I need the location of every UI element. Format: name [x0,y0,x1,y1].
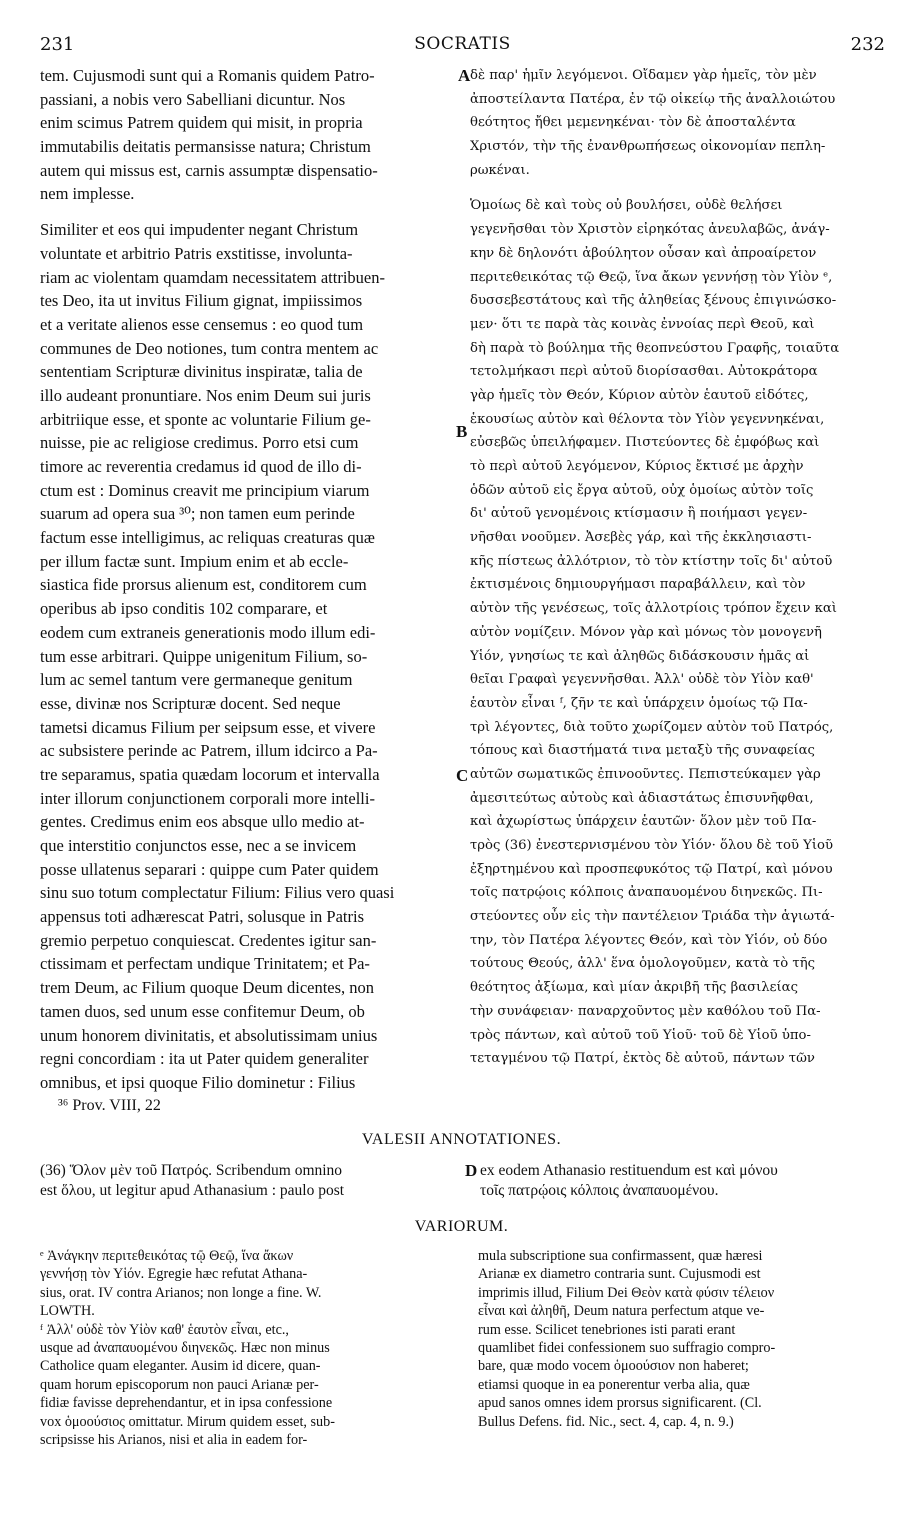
greek-text-line: ὁδῶν αὐτοῦ εἰς ἔργα αὐτοῦ, οὐχ ὁμοίως αὐτὸν τοῖς [470,482,814,498]
latin-text-line: tamen duos, sed unum esse confitemur Deum, ob [40,1001,365,1021]
greek-text-line: τὴν συνάφειαν· παναρχοῦντος μὲν καθόλου τοῦ Πα- [470,1003,821,1019]
latin-text-line: nem implesse. [40,184,135,204]
latin-text-line: nuisse, pie ac religiose credimus. Porro etsi cum [40,433,359,453]
latin-text-line: communes de Deo notiones, tum contra mentem ac [40,338,379,358]
greek-text-line: θεότητος ἤθει μεμενηκέναι· τὸν δὲ ἀποσταλέντα [470,115,796,131]
latin-text-line: gentes. Credimus enim eos absque ullo medio at- [40,812,365,832]
latin-text-line: voluntate et arbitrio Patris exstitisse, involunta- [40,243,353,263]
greek-text-line: τόπους καὶ διαστήματά τινα μεταξὺ τῆς συναφείας [470,743,815,759]
latin-text-line: siastica fide prorsus alienum est, conditorem cum [40,575,367,595]
latin-text-line: Similiter et eos qui impudenter negant Christum [40,220,359,240]
latin-text-line: tre separamus, spatia quædam locorum et intervalla [40,764,380,784]
variorum-text-line: γεννήσῃ τὸν Υἱόν. Egregie hæc refutat Athana- [40,1266,308,1283]
section-marker-d: D [465,1161,478,1180]
latin-text-line: trem Deum, ac Filium quoque Deum dicentes, non [40,978,375,998]
latin-text-line: esse, divinæ nos Scripturæ docent. Sed neque [40,693,341,713]
latin-text-line: riam ac violentam quamdam necessitatem attribuen- [40,267,385,287]
latin-text-line: illo audeant pronuntiare. Nos enim Deum sui juris [40,385,371,405]
greek-text-line: τοῖς πατρῴοις κόλποις ἀναπαυομένου διηνεκῶς. Πι- [470,885,823,901]
variorum-text-line: Catholice quam eleganter. Ausim id dicere, quan- [40,1358,321,1375]
greek-text-line: Υἱόν, γνησίως τε καὶ ἀληθῶς διδάσκουσιν ἡμᾶς αἱ [470,648,810,664]
greek-column [470,64,888,1071]
greek-text-line: θεότητος ἀξίωμα, καὶ μίαν ἀκριβῆ τῆς βασιλείας [470,980,798,996]
latin-text-line: factum esse intelligimus, ac reliquas creaturas quæ [40,528,375,548]
variorum-text-line: scripsisse his Arianos, nisi et alia in eadem for- [40,1431,308,1448]
greek-text-line: νῆσθαι νοοῦμεν. Ἀσεβὲς γάρ, καὶ τῆς ἐκκλησιαστι- [470,530,812,546]
greek-text-line: ρωκέναι. [470,162,530,178]
valesii-text-line: (36) Ὅλον μὲν τοῦ Πατρός. Scribendum omnino [40,1162,343,1179]
variorum-right-column [478,1247,893,1431]
variorum-text-line: fidiæ favisse deprehendantur, et in ipsa confessione [40,1395,333,1412]
section-marker-c: C [456,766,469,785]
latin-text-line: immutabilis deitatis permansisse natura; Christum [40,137,371,157]
valesii-title: VALESII ANNOTATIONES. [361,1131,562,1148]
greek-text-line: δι' αὐτοῦ γενομένοις κτίσμασιν ἢ ποιήμασι γεγεν- [470,506,808,522]
paragraph-gap [40,206,458,218]
variorum-text-line: ᶠ Ἀλλ' οὐδὲ τὸν Υἱὸν καθ' ἑαυτὸν εἶναι, etc., [40,1321,289,1338]
greek-text-line: ἀμεσιτεύτως αὐτοὺς καὶ ἀδιαστάτως ἐπισυνῆφθαι, [470,790,814,806]
variorum-text-line: etiamsi quoque in ea ponerentur verba alia, quæ [478,1376,750,1393]
greek-text-line: τρὶ λέγοντες, διὰ τοῦτο χωρίζομεν αὐτὸν τοῦ Πατρός, [470,719,834,735]
latin-text-line: timore ac reverentia credamus id quod de illo di- [40,457,362,476]
latin-text-line: ctum est : Dominus creavit me principium viarum [40,480,370,500]
greek-text-line: τετολμήκασι περὶ αὐτοῦ διορίσασθαι. Αὐτοκράτορα [470,364,818,380]
latin-text-line: tametsi dicamus Filium per seipsum esse, et vivere [40,717,376,737]
variorum-text-line: vox ὁμοούσιος omittatur. Mirum quidem esset, sub- [40,1413,335,1430]
greek-text-line: τὸ περὶ αὐτοῦ λεγόμενον, Κύριος ἔκτισέ με ἀρχὴν [470,459,804,474]
latin-text-line: sententiam Scripturæ divinitus inspiratæ, talia de [40,362,363,382]
greek-text-line: τρὸς πάντων, καὶ αὐτοῦ τοῦ Υἱοῦ· τοῦ δὲ Υἱοῦ ὑπο- [470,1027,811,1043]
greek-text-line: κῆς πίστεως ἀλλότριον, τὸ τὸν κτίστην τοῖς δι' αὐτοῦ [470,553,833,569]
greek-text-line: τεταγμένου τῷ Πατρί, ἐκτὸς δὲ αὐτοῦ, πάντων τῶν [470,1051,815,1067]
latin-text-line: eodem cum extraneis generationis modo illum edi- [40,622,376,642]
valesii-text-line: ex eodem Athanasio restituendum est καὶ μόνου [480,1162,778,1179]
latin-text-line: autem qui missus est, carnis assumptæ dispensatio- [40,160,378,180]
valesii-text-line: τοῖς πατρῴοις κόλποις ἀναπαυομένου. [480,1182,719,1199]
greek-text-line: γεγενῆσθαι τὸν Χριστὸν εἰρηκότας ἀνευλαβῶς, ἀνάγ- [470,222,830,238]
variorum-text-line: εἶναι καὶ ἀληθῆ, Deum natura perfectum atque ve- [478,1303,765,1320]
greek-text-line: κην δὲ δηλονότι ἀβούλητον οὖσαν καὶ ἀπροαίρετον [470,245,817,261]
latin-text-line: appensus toti adhærescat Patri, solusque in Patris [40,907,364,927]
footnote-reference: ³⁶ Prov. VIII, 22 [58,1097,161,1114]
variorum-text-line: usque ad ἀναπαυομένου διηνεκῶς. Hæc non minus [40,1339,330,1356]
greek-text-line: μεν· ὅτι τε παρὰ τὰς κοινὰς ἐννοίας περὶ Θεοῦ, καὶ [470,316,815,332]
greek-text-line: αὐτὸν νομίζειν. Μόνον γὰρ καὶ μόνως τὸν μονογενῆ [470,624,822,640]
latin-text-line: inter illorum conjunctionem corporali more intelli- [40,788,375,808]
greek-text-line: αὐτῶν σωματικῶς ἐπινοοῦντες. Πεπιστεύκαμεν γὰρ [470,766,821,782]
latin-text-line: et a veritate alienos esse censemus : eo quod tum [40,314,364,334]
greek-text-line: περιτεθεικότας τῷ Θεῷ, ἵνα ἄκων γεννήσῃ τὸν Υἱὸν ᵉ, [470,269,833,285]
variorum-text-line: Bullus Defens. fid. Nic., sect. 4, cap. 4, n. 9.) [478,1413,734,1430]
variorum-text-line: ᵉ Ἀνάγκην περιτεθεικότας τῷ Θεῷ, ἵνα ἄκων [40,1248,294,1264]
greek-text-line: ἑαυτὸν εἶναι ᶠ, ζῆν τε καὶ ὑπάρχειν ὁμοίως τῷ Πα- [470,695,808,711]
latin-text-line: ctissimam et perfectam undique Trinitatem; et Pa- [40,954,370,974]
greek-text-line: καὶ ἀχωρίστως ὑπάρχειν ἑαυτῶν· ὅλον μὲν τοῦ Πα- [470,814,817,830]
latin-text-line: gremio perpetuo conquiescat. Credentes igitur san- [40,930,377,950]
latin-text-line: enim scimus Patrem quidem qui misit, in propria [40,113,363,133]
latin-text-line: ac subsistere perinde ac Patrem, illum idcirco a Pa- [40,741,378,761]
latin-text-line: arbitriique esse, et sponte ac voluntarie Filium ge- [40,409,371,429]
variorum-text-line: imprimis illud, Filium Dei Θεὸν κατὰ φύσιν τέλειον [478,1284,775,1301]
latin-text-line: passiani, a nobis vero Sabelliani dicuntur. Nos [40,89,346,109]
greek-text-line: θεῖαι Γραφαὶ γεγεννῆσθαι. Ἀλλ' οὐδὲ τὸν Υἱὸν καθ' [470,672,814,688]
section-marker-b: B [456,422,468,441]
latin-text-line: tum esse arbitrari. Quippe unigenitum Filium, so- [40,646,368,666]
valesii-left-column [40,1161,465,1201]
variorum-left-column [40,1247,465,1449]
variorum-text-line: Arianæ ex diametro contraria sunt. Cujusmodi est [478,1266,761,1283]
latin-text-line: operibus ab ipso conditis 102 comparare, et [40,599,328,619]
greek-text-line: ἐκτισμένοις δημιουργήμασι παραβάλλειν, καὶ τὸν [470,577,806,593]
latin-text-line: regni concordiam : ita ut Pater quidem generaliter [40,1049,369,1069]
greek-text-line: τρὸς (36) ἐνεστερνισμένου τὸν Υἱόν· ὅλου δὲ τοῦ Υἱοῦ [470,838,833,853]
latin-text-line: lum ac semel tantum vere germaneque genitum [40,670,353,690]
greek-text-line: δὲ παρ' ἡμῖν λεγόμενοι. Οἴδαμεν γὰρ ἡμεῖς, τὸν μὲν [470,68,817,83]
variorum-text-line: bare, quæ modo vocem ὁμοούσιον non haberet; [478,1358,749,1375]
latin-text-line: unum honorem divinitatis, et absolutissimam unius [40,1025,378,1045]
valesii-right-column [480,1161,900,1201]
paragraph-gap [470,182,888,194]
latin-text-line: tes Deo, ita ut invitus Filium gignat, impiissimos [40,291,363,311]
variorum-text-line: LOWTH. [40,1303,95,1320]
variorum-text-line: apud sanos omnes idem prorsus significarent. (Cl. [478,1395,762,1412]
variorum-text-line: quam horum episcoporum non pauci Arianæ per- [40,1376,319,1393]
latin-text-line: que interstitio conjunctos esse, nec a se invicem [40,836,357,855]
latin-text-line: tem. Cujusmodi sunt qui a Romanis quidem Patro- [40,66,375,85]
variorum-text-line: sius, orat. IV contra Arianos; non longe a fine. W. [40,1284,322,1301]
variorum-title: VARIORUM. [414,1218,509,1235]
greek-text-line: Χριστόν, τὴν τῆς ἐνανθρωπήσεως οἰκονομίαν πεπλη- [470,139,826,155]
latin-text-line: suarum ad opera sua ³⁰; non tamen eum perinde [40,504,355,524]
greek-text-line: ἐξηρτημένου καὶ προσπεφυκότος τῷ Πατρί, καὶ μόνου [470,861,833,877]
variorum-text-line: quamlibet fidei confessionem suo suffragio compro- [478,1339,776,1356]
greek-text-line: την, τὸν Πατέρα λέγοντες Θεόν, καὶ τὸν Υἱόν, οὐ δύο [470,932,828,948]
variorum-text-line: rum esse. Scilicet tenebriones isti parati erant [478,1321,736,1338]
latin-text-line: sinu suo totum complectatur Filium: Filius vero quasi [40,883,395,903]
greek-text-line: γὰρ ἡμεῖς τὸν Θεόν, Κύριον αὐτὸν ἑαυτοῦ εἰδότες, [470,387,809,403]
greek-text-line: εὐσεβῶς ὑπειλήφαμεν. Πιστεύοντες δὲ ἐμφόβως καὶ [470,435,820,451]
variorum-text-line: mula subscriptione sua confirmassent, quæ hæresi [478,1248,763,1264]
section-marker-a: A [458,66,471,85]
latin-text-line: per illum factæ sunt. Impium enim et ab eccle- [40,551,349,571]
greek-text-line: δυσσεβεστάτους καὶ τῆς ἀληθείας ξένους ἐπιγινώσκο- [470,293,837,309]
greek-text-line: αὐτὸν τῆς γενέσεως, τοῖς ἀλλοτρίοις τρόπον ἔχειν καὶ [470,601,837,617]
running-title: SOCRATIS [414,34,511,54]
greek-text-line: ἑκουσίως αὐτὸν καὶ θέλοντα τὸν Υἱὸν γεγεννηκέναι, [470,411,825,427]
latin-column [40,64,458,1095]
greek-text-line: δὴ παρὰ τὸ βούλημα τῆς θεοπνεύστου Γραφῆς, τοιαῦτα [470,340,840,356]
greek-text-line: τούτους Θεούς, ἀλλ' ἕνα ὁμολογοῦμεν, κατὰ τὸ τῆς [470,956,816,972]
greek-text-line: Ὁμοίως δὲ καὶ τοὺς οὐ βουλήσει, οὐδὲ θελήσει [470,198,783,214]
greek-text-line: ἀποστείλαντα Πατέρα, ἐν τῷ οἰκείῳ τῆς ἀναλλοιώτου [470,91,836,107]
latin-text-line: posse ullatenus separari : quippe cum Pater quidem [40,859,379,879]
greek-text-line: στεύοντες οὖν εἰς τὴν παντέλειον Τριάδα τὴν ἁγιωτά- [470,909,835,925]
valesii-text-line: est ὅλου, ut legitur apud Athanasium : paulo post [40,1182,345,1199]
page-number-left: 231 [40,34,75,55]
running-head [40,34,885,58]
page-number-right: 232 [850,34,885,55]
latin-text-line: omnibus, et ipsi quoque Filio dominetur : Filius [40,1072,356,1092]
